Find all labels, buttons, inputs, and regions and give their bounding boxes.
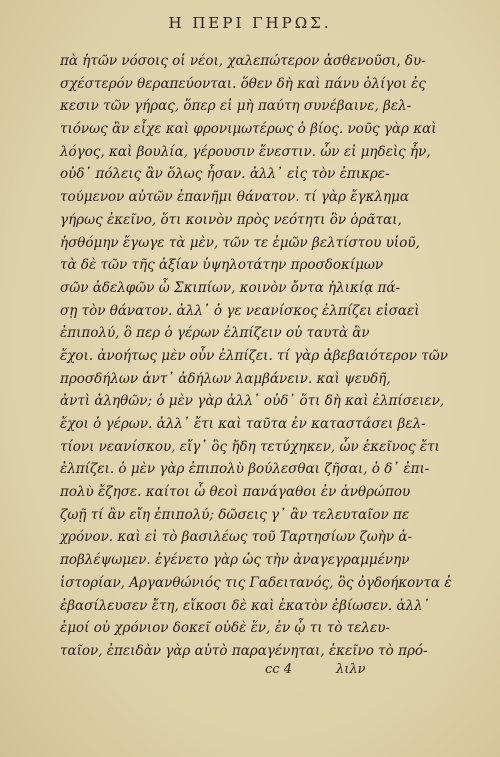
text-line: ἐβασίλευσεν ἔτη, εἴκοσι δὲ καὶ ἑκατὸν ἐβίωσεν. ἀλλ᾽ <box>60 597 430 614</box>
text-line: οὐδ᾽ πόλεις ἂν ὅλως ἦσαν. ἀλλ᾽ εἰς τὸν ἐπικρε- <box>60 166 390 183</box>
text-line: τὰ δὲ τῶν τῆς ἀξίαν ὑψηλοτάτην προσδοκίμων <box>60 257 384 274</box>
page-footer <box>0 662 500 684</box>
text-line: ἔχοι. ἀνοήτως μὲν οὖν ἐλπίζει. τί γὰρ ἀβεβαιότερον τῶν <box>60 347 448 364</box>
text-line: ἐλπίζει. ὁ μὲν γὰρ ἐπιπολὺ βούλεσθαι ζῆσαι, ὁ δ᾽ ἐπι- <box>60 461 430 478</box>
text-line: γήρως ἐκεῖνο, ὅτι κοινὸν πρὸς νεότητι ὃν ὁρᾶται, <box>60 211 402 228</box>
text-line: πολὺ ἔζησε. καίτοι ὦ θεοὶ πανάγαθοι ἐν ἀνθρώπου <box>60 484 411 501</box>
text-line: ἔχοι ὁ γέρων. ἀλλ᾽ ἔτι καὶ ταῦτα ἐν καταστάσει βελ- <box>60 416 426 432</box>
catchword: λιλν <box>336 662 366 677</box>
text-line: τίονι νεανίσκου, εἴγ᾽ ὃς ἤδη τετύχηκεν, ὧν ἐκεῖνος ἔτι <box>60 438 440 455</box>
text-line: σχέστερόν θεραπεύονται. ὅθεν δὴ καὶ πάνυ ὀλίγοι ἐς <box>60 75 426 92</box>
text-line: ζωῇ τί ἂν εἴη ἐπιπολύ; δῶσεις γ᾽ ἂν τελευταῖον πε <box>60 506 410 523</box>
text-line: λόγος, καὶ βουλία, γέρουσιν ἔνεστιν. ὧν εἰ μηδεὶς ἦν, <box>60 143 431 160</box>
text-line: πὰ ἡτῶν νόσοις οἱ νέοι, χαλεπώτερον ἀσθενοῦσι, δυ- <box>60 53 426 69</box>
text-line: ταῖον, ἐπειδὰν γὰρ αὐτὸ παραγένηται, ἐκεῖνο τὸ πρό- <box>60 642 428 659</box>
text-block <box>60 50 452 663</box>
text-line: σῃ τὸν θάνατον. ἀλλ᾽ ὁ γε νεανίσκος ἐλπίζει εἰσαεὶ <box>60 302 420 319</box>
text-line: κεσιν τῶν γήρας, ὅπερ εἰ μὴ παύτη συνέβαινε, βελ- <box>60 98 412 115</box>
signature-mark: cc 4 <box>265 662 292 677</box>
text-line: τούμενον αὐτῶν ἐπανῆμι θάνατον. τί γὰρ ἔγκλημα <box>60 189 409 206</box>
text-line: ποβλέψωμεν. ἐγένετο γὰρ ὡς τὴν ἀναγεγραμμένην <box>60 552 410 569</box>
text-line: ἀντὶ ἀληθῶν; ὁ μὲν γὰρ ἀλλ᾽ οὐδ᾽ ὅτι δὴ καὶ ἐλπίσειεν, <box>60 393 445 410</box>
text-line: χρόνον. καὶ εἰ τὸ βασιλέως τοῦ Ταρτησίων ζωὴν ἀ- <box>60 529 413 546</box>
text-line: ἐπιπολύ, ὃ περ ὁ γέρων ἐλπίζειν οὐ ταυτὰ ἂν <box>60 325 370 342</box>
running-head: Η ΠΕΡΙ ΓΗΡΩΣ. <box>168 14 332 32</box>
text-line: προσδήλων ἀντ᾽ ἀδήλων λαμβάνειν. καὶ ψευδῆ, <box>60 370 391 387</box>
text-line: τιόνως ἂν εἶχε καὶ φρονιμωτέρως ὁ βίος. νοῦς γὰρ καὶ <box>60 121 437 138</box>
text-line: ἐμοί οὐ χρόνιον δοκεῖ οὐδὲ ἕν, ἐν ᾧ τι τὸ τελευ- <box>60 620 390 637</box>
text-line: ἱστορίαν, Αργανθώνιός τις Γαδειτανός, ὃς ὀγδοήκοντα ἐ <box>60 574 452 591</box>
text-line: ἡσθόμην ἔγωγε τὰ μὲν, τῶν τε ἐμῶν βελτίστου υἱοῦ, <box>60 234 420 251</box>
text-line: σῶν ἀδελφῶν ὦ Σκιπίων, κοινὸν ὄντα ἡλικίᾳ πά- <box>60 279 401 296</box>
